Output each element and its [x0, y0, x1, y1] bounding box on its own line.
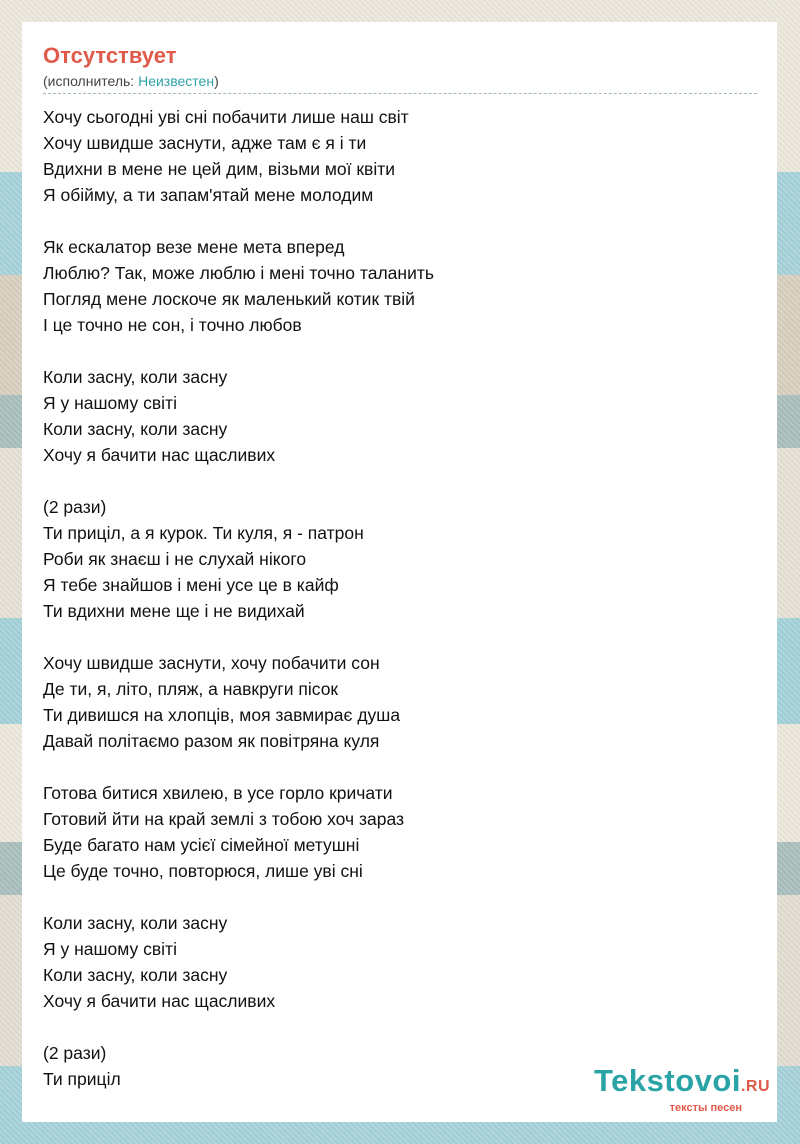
lyric-line — [43, 468, 757, 494]
lyric-line: Я обійму, а ти запам'ятай мене молодим — [43, 185, 374, 205]
lyrics-card — [22, 22, 777, 1122]
logo-tagline: тексты песен — [669, 1102, 742, 1114]
lyric-line: Де ти, я, літо, пляж, а навкруги пісок — [43, 679, 339, 699]
lyric-line: Коли засну, коли засну — [43, 913, 228, 933]
lyric-line: Хочу я бачити нас щасливих — [43, 991, 276, 1011]
site-logo[interactable] — [594, 1063, 770, 1114]
logo-tld: .RU — [740, 1078, 770, 1095]
artist-link[interactable]: Неизвестен — [138, 73, 215, 89]
lyric-line: Давай політаємо разом як повітряна куля — [43, 731, 380, 751]
logo-name: Tekstovoi — [594, 1063, 741, 1098]
lyric-line: Готова битися хвилею, в усе горло кричати — [43, 783, 393, 803]
lyric-line: Хочу сьогодні уві сні побачити лише наш світ — [43, 107, 409, 127]
lyric-line — [43, 208, 757, 234]
lyric-line: Люблю? Так, може люблю і мені точно таланить — [43, 263, 434, 283]
lyric-line: Я тебе знайшов і мені усе це в кайф — [43, 575, 339, 595]
lyric-line — [43, 884, 757, 910]
lyrics-body — [43, 104, 757, 1092]
lyric-line: І це точно не сон, і точно любов — [43, 315, 302, 335]
lyric-line: (2 рази) — [43, 1043, 107, 1063]
lyric-line: Ти дивишся на хлопців, моя завмирає душа — [43, 705, 401, 725]
lyric-line: Коли засну, коли засну — [43, 367, 228, 387]
lyric-line: Хочу швидше заснути, хочу побачити сон — [43, 653, 380, 673]
lyric-line: Хочу швидше заснути, адже там є я і ти — [43, 133, 367, 153]
artist-suffix: ) — [214, 73, 219, 89]
lyric-line: Я у нашому світі — [43, 393, 177, 413]
lyric-line — [43, 338, 757, 364]
lyric-line: Вдихни в мене не цей дим, візьми мої квіти — [43, 159, 396, 179]
lyric-line — [43, 754, 757, 780]
lyric-line: Ти приціл, а я курок. Ти куля, я - патрон — [43, 523, 364, 543]
lyric-line: Я у нашому світі — [43, 939, 177, 959]
lyric-line: Коли засну, коли засну — [43, 965, 228, 985]
lyric-line: Хочу я бачити нас щасливих — [43, 445, 276, 465]
lyric-line: Ти вдихни мене ще і не видихай — [43, 601, 305, 621]
lyric-line — [43, 624, 757, 650]
lyric-line — [43, 1014, 757, 1040]
lyric-line: Це буде точно, повторюся, лише уві сні — [43, 861, 363, 881]
lyric-line: (2 рази) — [43, 497, 107, 517]
artist-line — [43, 72, 757, 94]
lyric-line: Коли засну, коли засну — [43, 419, 228, 439]
lyric-line: Готовий йти на край землі з тобою хоч зараз — [43, 809, 405, 829]
song-title: Отсутствует — [43, 43, 177, 68]
lyric-line: Як ескалатор везе мене мета вперед — [43, 237, 345, 257]
lyric-line: Погляд мене лоскоче як маленький котик твій — [43, 289, 415, 309]
lyric-line: Роби як знаєш і не слухай нікого — [43, 549, 307, 569]
artist-prefix: (исполнитель: — [43, 73, 139, 89]
lyric-line: Ти приціл — [43, 1069, 121, 1089]
lyric-line: Буде багато нам усієї сімейної метушні — [43, 835, 360, 855]
